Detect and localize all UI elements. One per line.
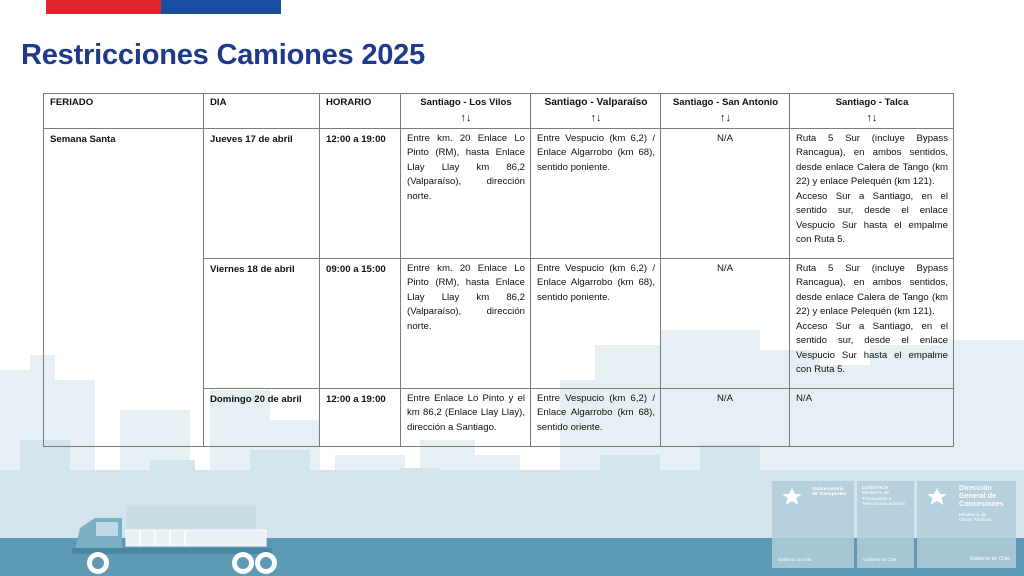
- government-logos: [772, 481, 1016, 568]
- up-down-arrows-icon: ↑↓: [460, 111, 472, 124]
- chile-coat-of-arms-icon: [923, 486, 951, 508]
- dia-cell-highlighted: Viernes 18 de abril: [204, 258, 320, 388]
- flag-red-segment: [46, 0, 161, 14]
- header-san-antonio: [661, 94, 790, 129]
- talca-text-ruta5: Ruta 5 Sur (incluye Bypass Rancagua), en ambos sentidos, desde enlace Calera de Tango (km 22) y enlace Pelequén (km 121).: [796, 262, 948, 317]
- san-antonio-cell: N/A: [661, 388, 790, 446]
- feriado-cell: Semana Santa: [44, 128, 204, 446]
- flag-blue-segment: [161, 0, 281, 14]
- logo-text: Ministerio de: [959, 513, 987, 518]
- up-down-arrows-icon: ↑↓: [590, 111, 602, 124]
- los-vilos-cell: Entre km. 20 Enlace Lo Pinto (RM), hasta Enlace Llay Llay km 86,2 (Valparaíso), dirección norte.: [401, 258, 531, 388]
- logo-text: de Transportes: [812, 492, 847, 498]
- logo-footer-text: Gobierno de Chile: [778, 557, 812, 562]
- restrictions-table: [43, 93, 954, 447]
- talca-text-ruta5: Ruta 5 Sur (incluye Bypass Rancagua), en ambos sentidos, desde enlace Calera de Tango (km 22) y enlace Pelequén (km 121).: [796, 132, 948, 187]
- logo-logistica: [857, 481, 914, 568]
- dia-cell: Jueves 17 de abril: [204, 128, 320, 258]
- up-down-arrows-icon: ↑↓: [720, 111, 731, 124]
- logo-footer-text: Gobierno de Chile: [969, 556, 1010, 562]
- logo-direccion-concesiones: [917, 481, 1016, 568]
- logo-text: Subsecretaría: [812, 487, 844, 492]
- logo-text: General de: [959, 491, 997, 500]
- table-row: [44, 128, 954, 258]
- header-talca-label: Santiago - Talca: [835, 97, 909, 108]
- dia-cell: Domingo 20 de abril: [204, 388, 320, 446]
- header-talca: [790, 94, 954, 129]
- horario-cell: 12:00 a 19:00: [320, 388, 401, 446]
- logo-subsecretaria-transportes: [772, 481, 854, 568]
- logo-text: Telecomunicaciones: [862, 502, 906, 508]
- talca-text-acceso-sur: Acceso Sur a Santiago, en el sentido sur, desde el enlace Vespucio Sur hasta el empalme con Ruta 5.: [796, 190, 948, 245]
- logo-footer-text: Gobierno de Chile: [863, 557, 897, 562]
- horario-cell: 09:00 a 15:00: [320, 258, 401, 388]
- talca-cell: [790, 128, 954, 258]
- logo-text: Ministerio de: [862, 491, 890, 497]
- logo-text: Dirección: [959, 483, 992, 492]
- valparaiso-cell: Entre Vespucio (km 6,2) / Enlace Algarrobo (km 68), sentido poniente.: [531, 258, 661, 388]
- header-los-vilos-label: Santiago - Los Vilos: [420, 97, 512, 108]
- logo-text: Obras Públicas: [959, 518, 992, 524]
- valparaiso-cell: Entre Vespucio (km 6,2) / Enlace Algarrobo (km 68), sentido oriente.: [531, 388, 661, 446]
- header-dia: DIA: [204, 94, 320, 129]
- talca-cell: [790, 258, 954, 388]
- chile-coat-of-arms-icon: [778, 486, 806, 508]
- horario-cell: 12:00 a 19:00: [320, 128, 401, 258]
- header-feriado: FERIADO: [44, 94, 204, 129]
- page-title: Restricciones Camiones 2025: [21, 39, 426, 71]
- up-down-arrows-icon: ↑↓: [866, 111, 878, 124]
- chile-flag-bar: [46, 0, 281, 14]
- talca-cell: N/A: [790, 388, 954, 446]
- logo-text: Transportes y: [862, 496, 892, 502]
- logo-text: LOGÍSTICA: [862, 486, 889, 491]
- header-valparaiso-label: Santiago - Valparaíso: [544, 97, 648, 108]
- header-valparaiso: [531, 94, 661, 129]
- san-antonio-cell: N/A: [661, 128, 790, 258]
- san-antonio-cell: N/A: [661, 258, 790, 388]
- talca-text-acceso-sur: Acceso Sur a Santiago, en el sentido sur, desde el enlace Vespucio Sur hasta el empalme con Ruta 5.: [796, 320, 948, 375]
- los-vilos-cell: Entre Enlace Lo Pinto y el km 86,2 (Enlace Llay Llay), dirección a Santiago.: [401, 388, 531, 446]
- logo-text: Concesiones: [959, 499, 1004, 508]
- table-header-row: [44, 94, 954, 129]
- header-horario: HORARIO: [320, 94, 401, 129]
- header-los-vilos: [401, 94, 531, 129]
- valparaiso-cell: Entre Vespucio (km 6,2) / Enlace Algarrobo (km 68), sentido poniente.: [531, 128, 661, 258]
- header-san-antonio-label: Santiago - San Antonio: [672, 97, 779, 108]
- los-vilos-cell: Entre km. 20 Enlace Lo Pinto (RM), hasta Enlace Llay Llay km 86,2 (Valparaíso), dirección norte.: [401, 128, 531, 258]
